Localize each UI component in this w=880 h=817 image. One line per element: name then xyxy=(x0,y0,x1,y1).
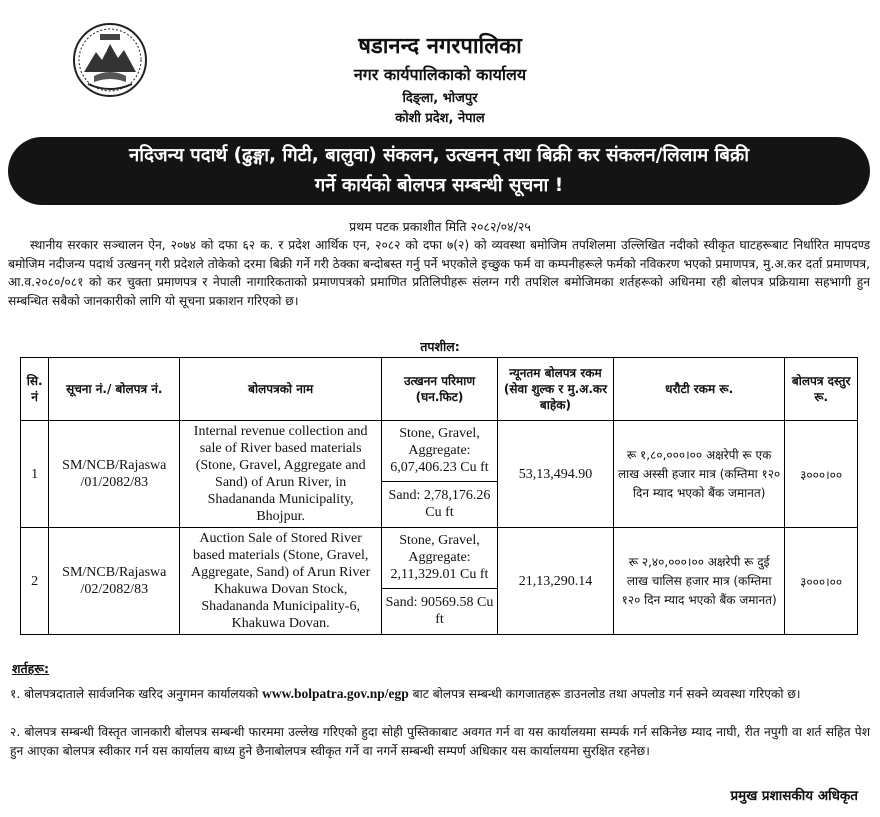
bid-table xyxy=(20,357,858,635)
header-name: बोलपत्रको नाम xyxy=(180,358,382,421)
table-header-row xyxy=(21,358,858,421)
notice-title-line-2: गर्ने कार्यको बोलपत्र सम्बन्धी सूचना ! xyxy=(314,175,564,196)
header-fee: बोलपत्र दस्तुर रू. xyxy=(785,358,858,421)
terms-title: शर्तहरू: xyxy=(12,661,49,676)
row-sn: 2 xyxy=(21,528,49,635)
row-notice-no: SM/NCB/Rajaswa /01/2082/83 xyxy=(49,421,180,528)
notice-title-line-1: नदिजन्य पदार्थ (ढुङ्गा, गिटी, बालुवा) संकलन, उत्खनन् तथा बिक्री कर संकलन/लिलाम बिक्री xyxy=(129,145,749,166)
row-name: Internal revenue collection and sale of River based materials (Stone, Gravel, Aggregate and Sand) of Arun River, in Shadananda Municipality, Bhojpur. xyxy=(180,421,382,528)
municipality-name: षडानन्द नगरपालिका xyxy=(358,34,522,59)
published-date: प्रथम पटक प्रकाशीत मिति २०८२/०४/२५ xyxy=(349,219,531,234)
office-address: दिङ्ला, भोजपुर xyxy=(402,91,478,106)
office-name: नगर कार्यपालिकाको कार्यालय xyxy=(353,65,527,84)
row-deposit: रू २,४०,०००।०० अक्षरेपी रू दुई लाख चालिस हजार मात्र (कम्तिमा १२० दिन म्याद भएको बैंक जमानत) xyxy=(613,528,784,635)
term-1 xyxy=(10,684,870,704)
header-notice-no: सूचना नं./ बोलपत्र नं. xyxy=(49,358,180,421)
row-deposit: रू १,८०,०००।०० अक्षरेपी रू एक लाख अस्सी हजार मात्र (कम्तिमा १२० दिन म्याद भएको बैंक जमानत) xyxy=(613,421,784,528)
row-min-amount: 53,13,494.90 xyxy=(497,421,613,528)
term-1-suffix: बाट बोलपत्र सम्बन्धी कागजातहरू डाउनलोड तथा अपलोड गर्न सक्ने व्यवस्था गरिएको छ। xyxy=(412,687,801,701)
row-qty-sand: Sand: 2,78,176.26 Cu ft xyxy=(382,481,498,527)
header-sn: सि. नं xyxy=(21,358,49,421)
egp-link[interactable]: www.bolpatra.gov.np/egp xyxy=(262,686,409,701)
term-1-prefix: १. बोलपत्रदाताले सार्वजनिक खरिद अनुगमन कार्यालयको xyxy=(10,687,259,701)
row-sn: 1 xyxy=(21,421,49,528)
row-fee: ३०००।०० xyxy=(785,421,858,528)
header-quantity: उत्खनन परिमाण (घन.फिट) xyxy=(382,358,498,421)
signature-title: प्रमुख प्रशासकीय अधिकृत xyxy=(730,788,858,804)
row-name: Auction Sale of Stored River based materials (Stone, Gravel, Aggregate, Sand) of Arun River Khakuwa Dovan Stock, Shadananda Municipality-6, Khakuwa Dovan. xyxy=(180,528,382,635)
row-qty-stone: Stone, Gravel, Aggregate: 2,11,329.01 Cu ft xyxy=(382,528,498,589)
intro-paragraph: स्थानीय सरकार सञ्चालन ऐन, २०७४ को दफा ६२ क. र प्रदेश आर्थिक एन, २०८२ को दफा ७(२) को व्यवस्था बमोजिम तपशिलमा उल्लिखित नदीको स्वीकृत घाटहरूबाट निर्धारित मापदण्ड बमोजिम नदीजन्य पदार्थ उत्खनन् गरी प्रदेशले तोकेको दरमा बिक्री गर्ने गरी ठेक्का बन्दोबस्त गर्नु पर्ने भएकोले इच्छुक फर्म वा कम्पनीहरूले फर्मको नविकरण भएको प्रमाणपत्र, मु.अ.कर दर्ता प्रमाणपत्र, आ.व.२०८०/०८१ को कर चुक्ता प्रमाणपत्र र नेपाली नागारिकताको प्रमाणपत्रको प्रमाणित प्रतिलिपीहरू संलग्न गरी तपशिल बमोजिमका शर्तहरूको अधिनमा रही बोलपत्र प्रक्रियामा सहभागी हुन सम्बन्धित सबैको जानकारीको लागि यो सूचना प्रकाशन गरिएको छ। xyxy=(8,238,870,308)
row-notice-no: SM/NCB/Rajaswa /02/2082/83 xyxy=(49,528,180,635)
table-row xyxy=(21,421,858,482)
header-min-amount: न्यूनतम बोलपत्र रकम (सेवा शुल्क र मु.अ.कर बाहेक) xyxy=(497,358,613,421)
notice-title-banner xyxy=(8,137,870,205)
row-qty-stone: Stone, Gravel, Aggregate: 6,07,406.23 Cu ft xyxy=(382,421,498,482)
schedule-title: तपशील: xyxy=(420,339,460,354)
row-qty-sand: Sand: 90569.58 Cu ft xyxy=(382,588,498,634)
term-2: २. बोलपत्र सम्बन्धी विस्तृत जानकारी बोलपत्र सम्बन्धी फारममा उल्लेख गरिएको हुदा सोही पुस्तिकाबाट अवगत गर्न वा यस कार्यालयमा सम्पर्क गर्न सकिनेछ म्याद नाघी, रीत नपुगी वा शर्त सहित पेश हुन आएका बोलपत्र स्वीकार गर्न यस कार्यालय बाध्य हुने छैनाबोलपत्र स्वीकृत गर्ने वा नगर्ने सम्बन्धी सम्पर्ण अधिकार यस कार्यालयमा सुरक्षित रहनेछ। xyxy=(10,725,870,758)
row-fee: ३०००।०० xyxy=(785,528,858,635)
row-min-amount: 21,13,290.14 xyxy=(497,528,613,635)
province-name: कोशी प्रदेश, नेपाल xyxy=(395,111,485,126)
table-row xyxy=(21,528,858,589)
header-deposit: धरौटी रकम रू. xyxy=(613,358,784,421)
